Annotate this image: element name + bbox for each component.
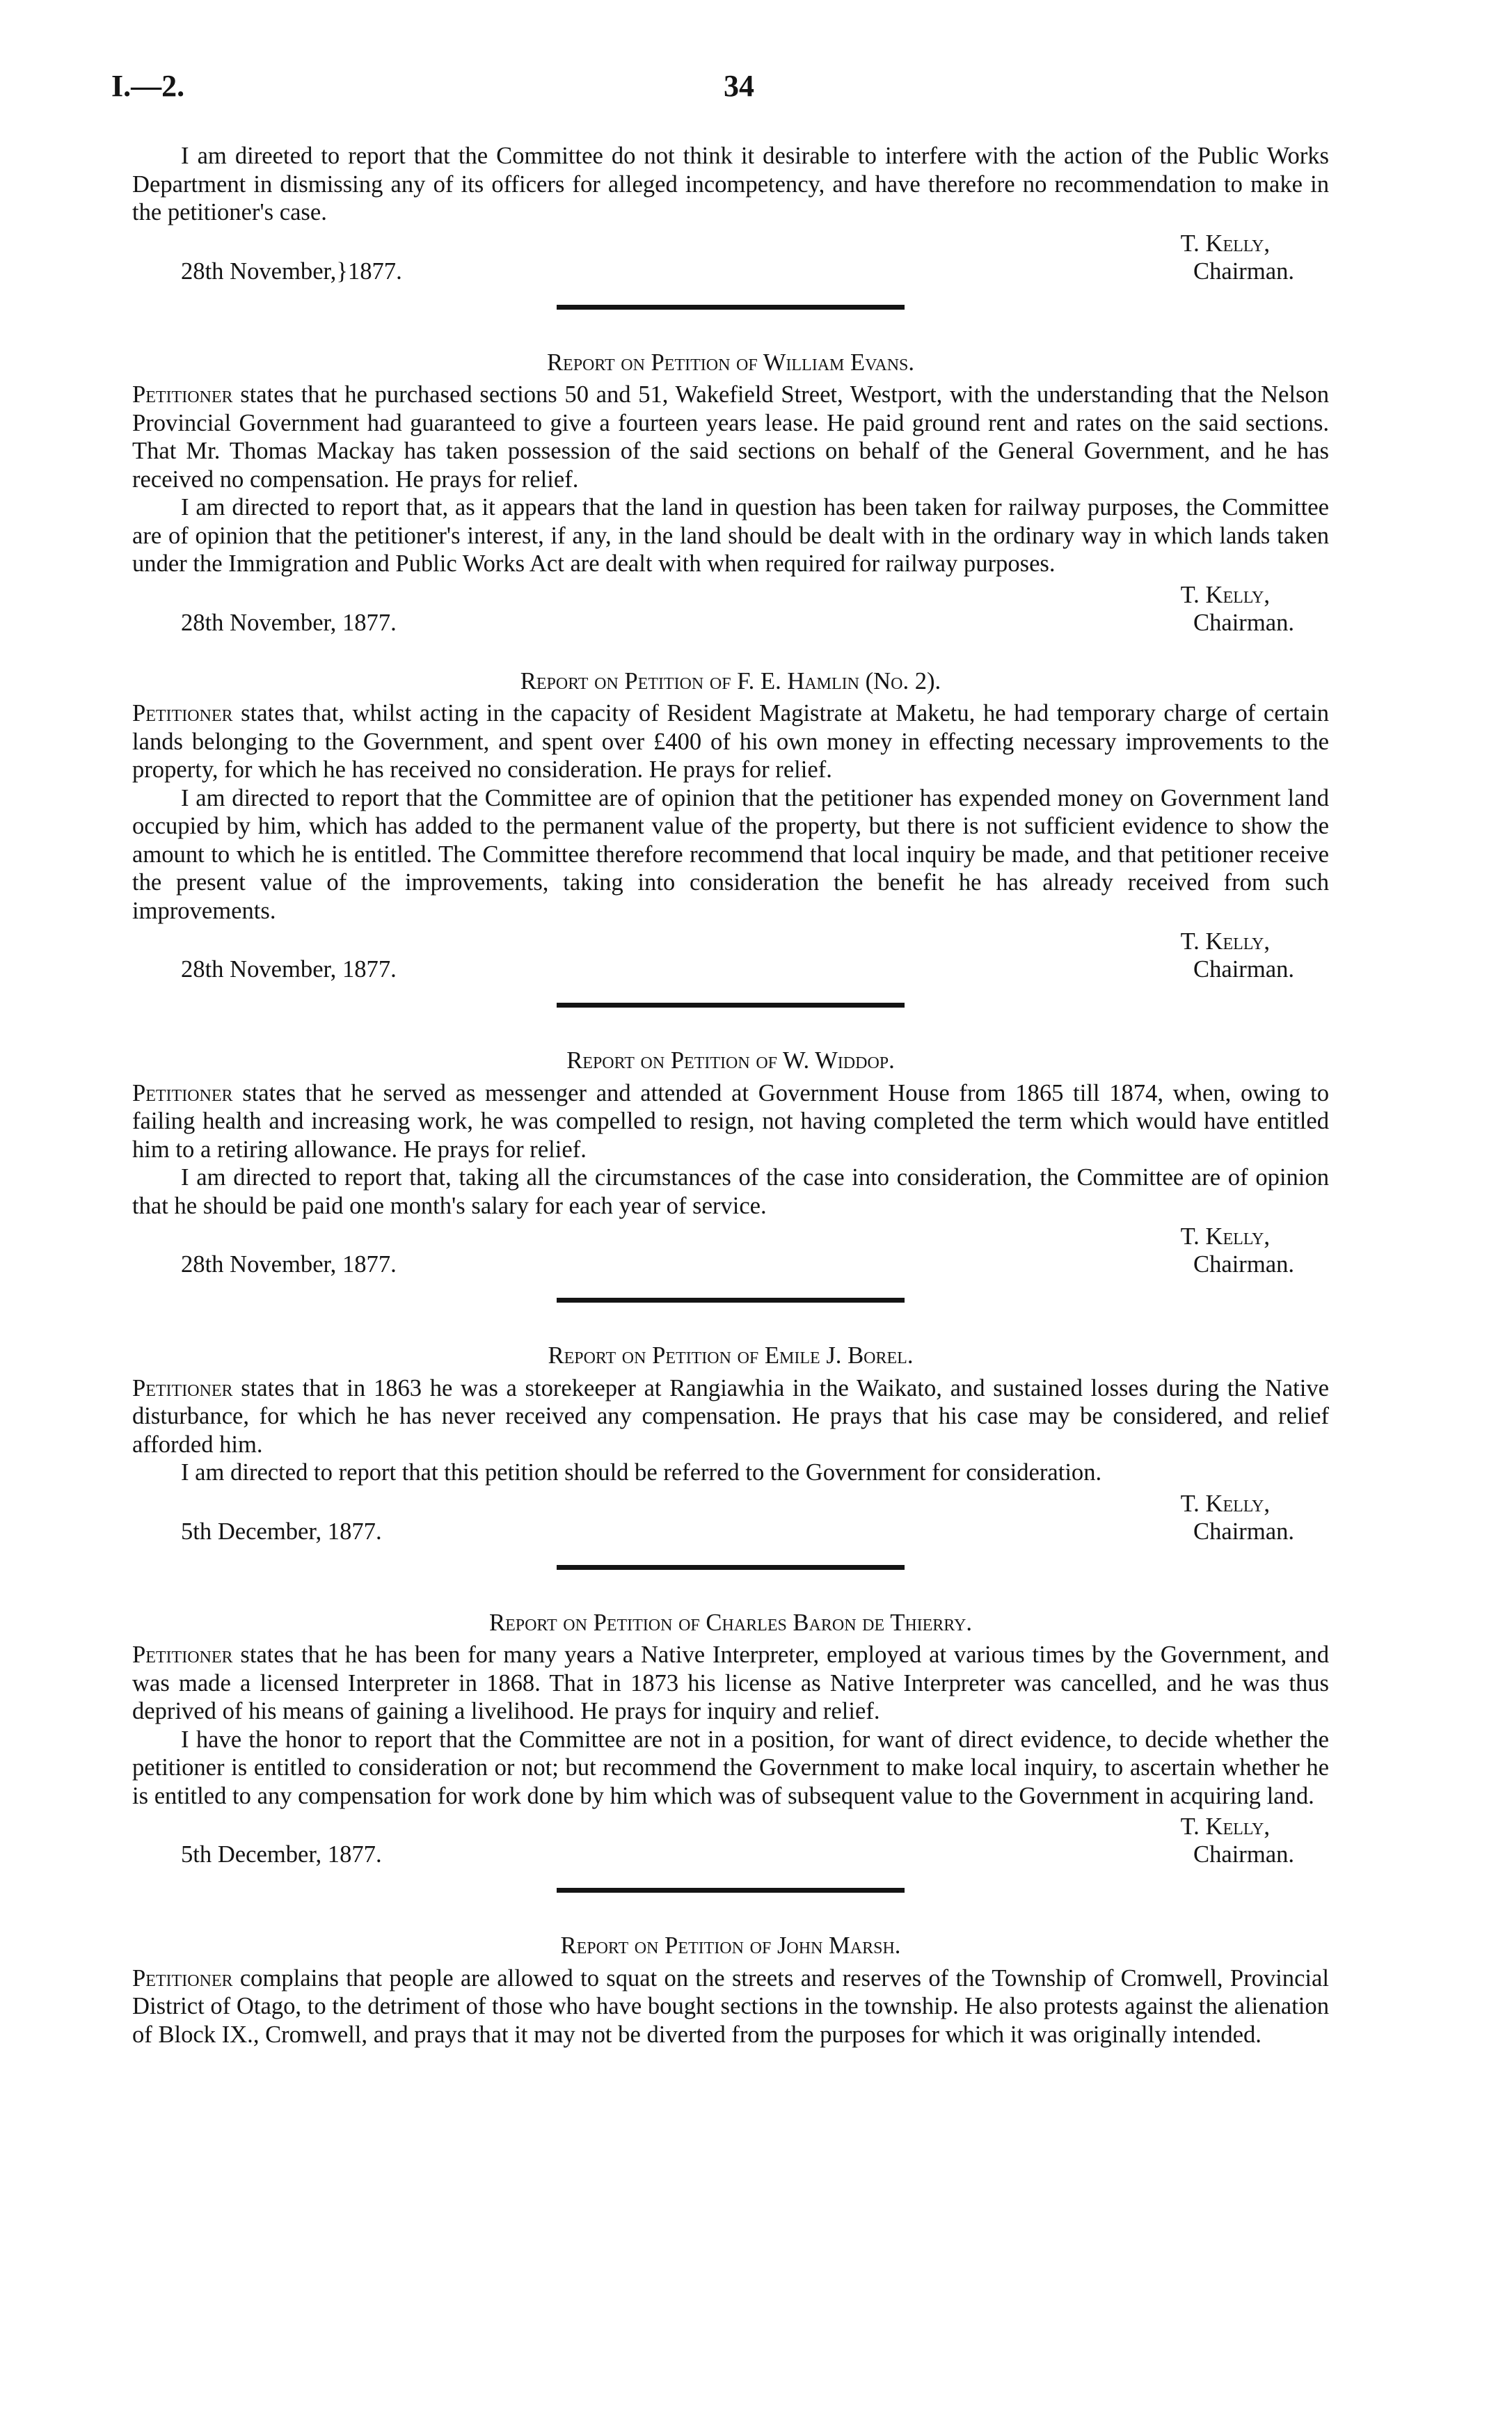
document-reference: I.—2. bbox=[111, 69, 185, 103]
intro-paragraph: I am direeted to report that the Committee do not think it desirable to interfere with the action of the Public Works Department in dismissing any of its officers for alleged incompetency, and have therefore no recommendation to make in the petitioner's case. bbox=[132, 143, 1329, 225]
report-section bbox=[132, 349, 1329, 639]
report-date: 28th November, 1877. bbox=[181, 609, 397, 636]
signatory-role: Chairman. bbox=[1193, 1518, 1294, 1545]
report-date: 28th November, 1877. bbox=[181, 1251, 397, 1278]
report-title: Report on Petition of Charles Baron de Thierry. bbox=[489, 1609, 972, 1636]
signatory-role: Chairman. bbox=[1193, 956, 1294, 983]
signature-block bbox=[132, 581, 1329, 639]
report-section bbox=[132, 1342, 1329, 1548]
intro-section bbox=[132, 142, 1329, 288]
report-date: 5th December, 1877. bbox=[181, 1841, 382, 1868]
petition-text: states that he has been for many years a Native Interpreter, employed at various times by the Government, and was made a licensed Interpreter in 1868. That in 1873 his license as Native Interpreter was cancelled, and he was thus deprived of his means of gaining a livelihood. He prays for inquiry and relief. bbox=[132, 1642, 1329, 1724]
section-divider bbox=[557, 1003, 905, 1008]
report-title: Report on Petition of William Evans. bbox=[546, 349, 915, 376]
signature-block bbox=[132, 1223, 1329, 1281]
petition-paragraph bbox=[132, 1374, 1329, 1459]
petitioner-label: Petitioner bbox=[132, 381, 233, 408]
signatory-role: Chairman. bbox=[1193, 609, 1294, 636]
petitioner-label: Petitioner bbox=[132, 1964, 233, 1992]
report-date: 28th November,}1877. bbox=[181, 257, 402, 285]
report-paragraph: I have the honor to report that the Committee are not in a position, for want of direct evidence, to decide whether the petitioner is entitled to consideration or not; but recommend the Government to make local inquiry, to ascertain whether he is entitled to any compensation for work done by him which was of subsequent value to the Government in acquiring land. bbox=[132, 1726, 1329, 1809]
report-paragraph: I am directed to report that, as it appears that the land in question has been taken for railway purposes, the Committee are of opinion that the petitioner's interest, if any, in the land should be dealt with in the ordinary way in which lands taken under the Immigration and Public Works Act are dealt with when required for railway purposes. bbox=[132, 494, 1329, 577]
page-number: 34 bbox=[724, 69, 754, 103]
page-body bbox=[132, 142, 1329, 2049]
signatory-name: T. Kelly, bbox=[1180, 1813, 1270, 1840]
petition-text: states that, whilst acting in the capacity of Resident Magistrate at Maketu, he had temporary charge of certain lands belonging to the Government, and spent over £400 of his own money in effecting necessary improvements to the property, for which he has received no consideration. He prays for relief. bbox=[132, 700, 1329, 783]
report-title: Report on Petition of W. Widdop. bbox=[566, 1047, 895, 1074]
section-divider bbox=[557, 305, 905, 310]
signatory-name: T. Kelly, bbox=[1180, 928, 1270, 955]
signatory-name: T. Kelly, bbox=[1180, 581, 1270, 608]
section-divider bbox=[557, 1565, 905, 1570]
section-divider bbox=[557, 1298, 905, 1303]
signatory-role: Chairman. bbox=[1193, 1251, 1294, 1278]
petition-paragraph bbox=[132, 1079, 1329, 1164]
report-section bbox=[132, 1932, 1329, 2049]
signatory-name: T. Kelly, bbox=[1180, 1223, 1270, 1250]
petition-text: states that in 1863 he was a storekeeper at Rangiawhia in the Waikato, and sustained losses during the Native disturbance, for which he has never received any compensation. He prays that his case may be considered, and relief afforded him. bbox=[132, 1374, 1329, 1458]
petitioner-label: Petitioner bbox=[132, 700, 233, 726]
page-header bbox=[111, 68, 1364, 117]
signature-block bbox=[132, 928, 1329, 986]
section-divider bbox=[557, 1888, 905, 1893]
signatory-name: T. Kelly, bbox=[1180, 230, 1270, 257]
signature-block bbox=[132, 1490, 1329, 1548]
signatory-role: Chairman. bbox=[1193, 1841, 1294, 1868]
report-paragraph: I am directed to report that the Committee are of opinion that the petitioner has expended money on Government land occupied by him, which has added to the permanent value of the property, but there is not sufficient evidence to show the amount to which he is entitled. The Committee therefore recommend that local inquiry be made, and that petitioner receive the present value of the improvements, taking into consideration the benefit he has already received from such improvements. bbox=[132, 784, 1329, 924]
petitioner-label: Petitioner bbox=[132, 1374, 233, 1401]
report-title: Report on Petition of F. E. Hamlin (No. 2). bbox=[520, 667, 941, 694]
petition-text: complains that people are allowed to squat on the streets and reserves of the Township of Cromwell, Provincial District of Otago, to the detriment of those who have bought sections in the township. He also protests against the alienation of Block IX., Cromwell, and prays that it may not be diverted from the purposes for which it was originally intended. bbox=[132, 1964, 1329, 2048]
report-paragraph: I am directed to report that this petition should be referred to the Government for consideration. bbox=[181, 1459, 1102, 1486]
report-date: 5th December, 1877. bbox=[181, 1518, 382, 1545]
petition-paragraph bbox=[132, 1641, 1329, 1726]
report-section bbox=[132, 1047, 1329, 1281]
report-title: Report on Petition of John Marsh. bbox=[560, 1932, 901, 1959]
petition-text: states that he served as messenger and attended at Government House from 1865 till 1874, when, owing to failing health and increasing work, he was compelled to resign, not having completed the term which would have entitled him to a retiring allowance. He prays for relief. bbox=[132, 1079, 1329, 1163]
report-section bbox=[132, 667, 1329, 987]
signatory-role: Chairman. bbox=[1193, 257, 1294, 285]
report-section bbox=[132, 1609, 1329, 1872]
petitioner-label: Petitioner bbox=[132, 1642, 233, 1668]
petition-paragraph bbox=[132, 1964, 1329, 2049]
petition-paragraph bbox=[132, 699, 1329, 784]
report-title: Report on Petition of Emile J. Borel. bbox=[548, 1342, 914, 1369]
petition-text: states that he purchased sections 50 and 51, Wakefield Street, Westport, with the understanding that the Nelson Provincial Government had guaranteed to give a fourteen years lease. He paid ground rent and rates on the said sections. That Mr. Thomas Mackay has taken possession of the said sections on behalf of the General Government, and he has received no compensation. He prays for relief. bbox=[132, 381, 1329, 493]
report-date: 28th November, 1877. bbox=[181, 956, 397, 983]
petitioner-label: Petitioner bbox=[132, 1079, 233, 1106]
report-paragraph: I am directed to report that, taking all the circumstances of the case into consideration, the Committee are of opinion that he should be paid one month's salary for each year of service. bbox=[132, 1164, 1329, 1219]
signature-block bbox=[132, 230, 1329, 288]
signatory-name: T. Kelly, bbox=[1180, 1490, 1270, 1517]
signature-block bbox=[132, 1813, 1329, 1871]
petition-paragraph bbox=[132, 381, 1329, 493]
